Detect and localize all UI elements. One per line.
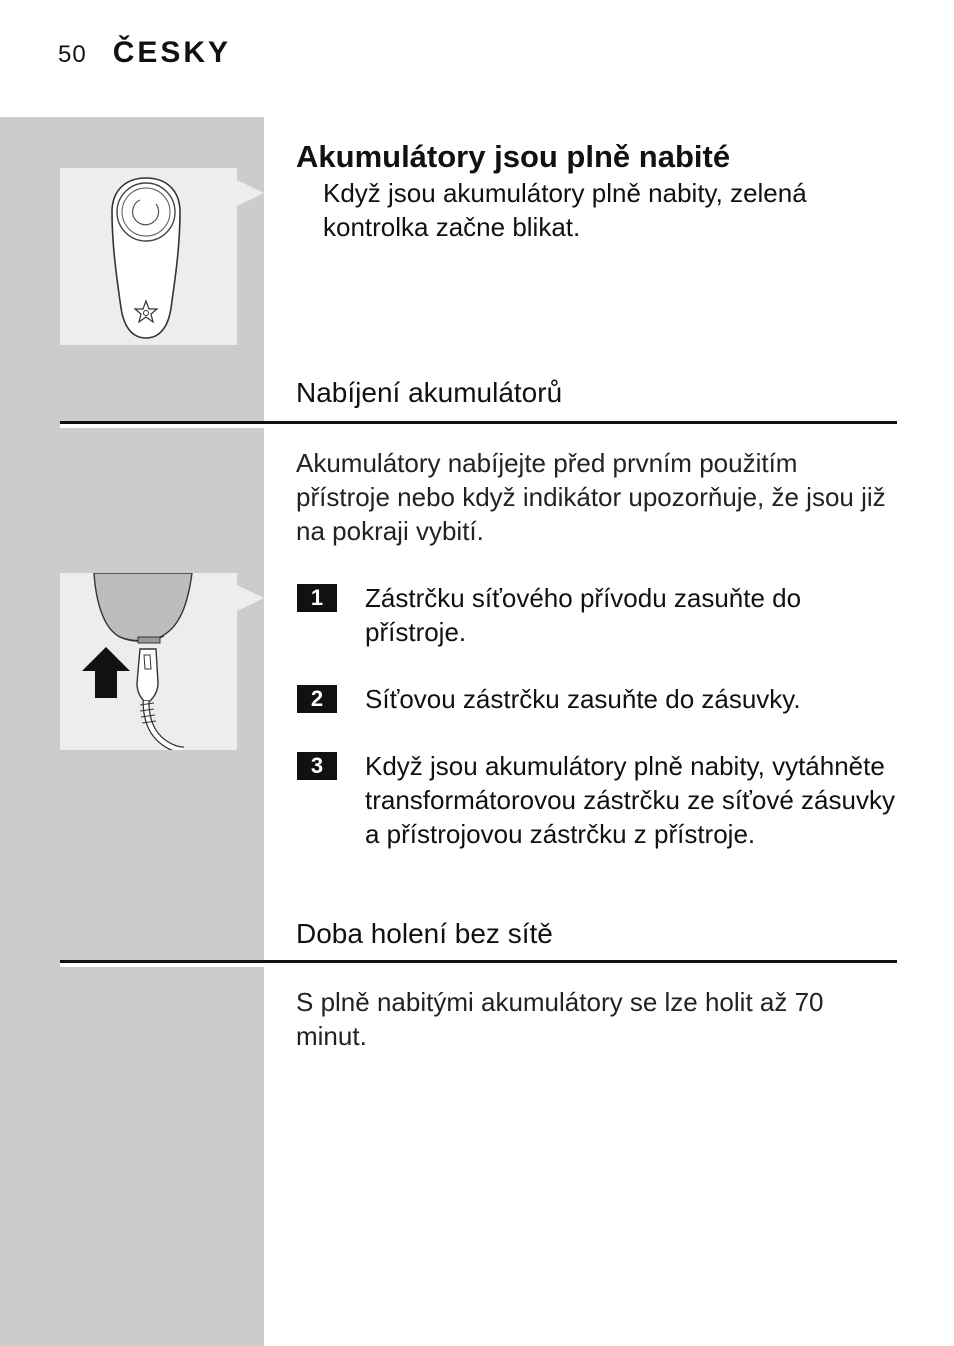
plug-figure [60, 573, 237, 750]
step-text: Zástrčku síťového přívodu zasuňte do přístroje. [365, 583, 802, 647]
full-charge-text: Když jsou akumulátory plně nabity, zelená kontrolka začne blikat. [323, 178, 807, 242]
step-number: 1 [297, 584, 337, 612]
rule-gap [60, 424, 264, 428]
language-title: ČESKY [112, 36, 232, 69]
step-item [297, 581, 897, 649]
page-header [58, 36, 231, 70]
cordless-text: S plně nabitými akumulátory se lze holit až 70 minut. [296, 987, 824, 1051]
section-heading-full-charge: Akumulátory jsou plně nabité [296, 139, 731, 174]
plug-insert-icon [60, 573, 237, 750]
step-text: Síťovou zástrčku zasuňte do zásuvky. [365, 684, 801, 714]
step-item [297, 682, 897, 716]
step-number: 3 [297, 752, 337, 780]
step-number: 2 [297, 685, 337, 713]
shaver-indicator-icon [60, 168, 237, 345]
page-number: 50 [58, 41, 87, 68]
section-heading-charging: Nabíjení akumulátorů [296, 377, 563, 408]
indicator-figure [60, 168, 237, 345]
figure-pointer [237, 585, 264, 611]
charging-intro: Akumulátory nabíjejte před prvním použitím přístroje nebo když indikátor upozorňuje, že jsou již na pokraji vybití. [296, 448, 886, 546]
rule-gap [60, 963, 264, 967]
section-heading-cordless: Doba holení bez sítě [296, 918, 553, 949]
step-text: Když jsou akumulátory plně nabity, vytáhněte transformátorovou zástrčku ze síťové zásuvky a přístrojovou zástrčku z přístroje. [365, 751, 895, 849]
figure-pointer [237, 180, 264, 206]
step-item [297, 749, 897, 851]
